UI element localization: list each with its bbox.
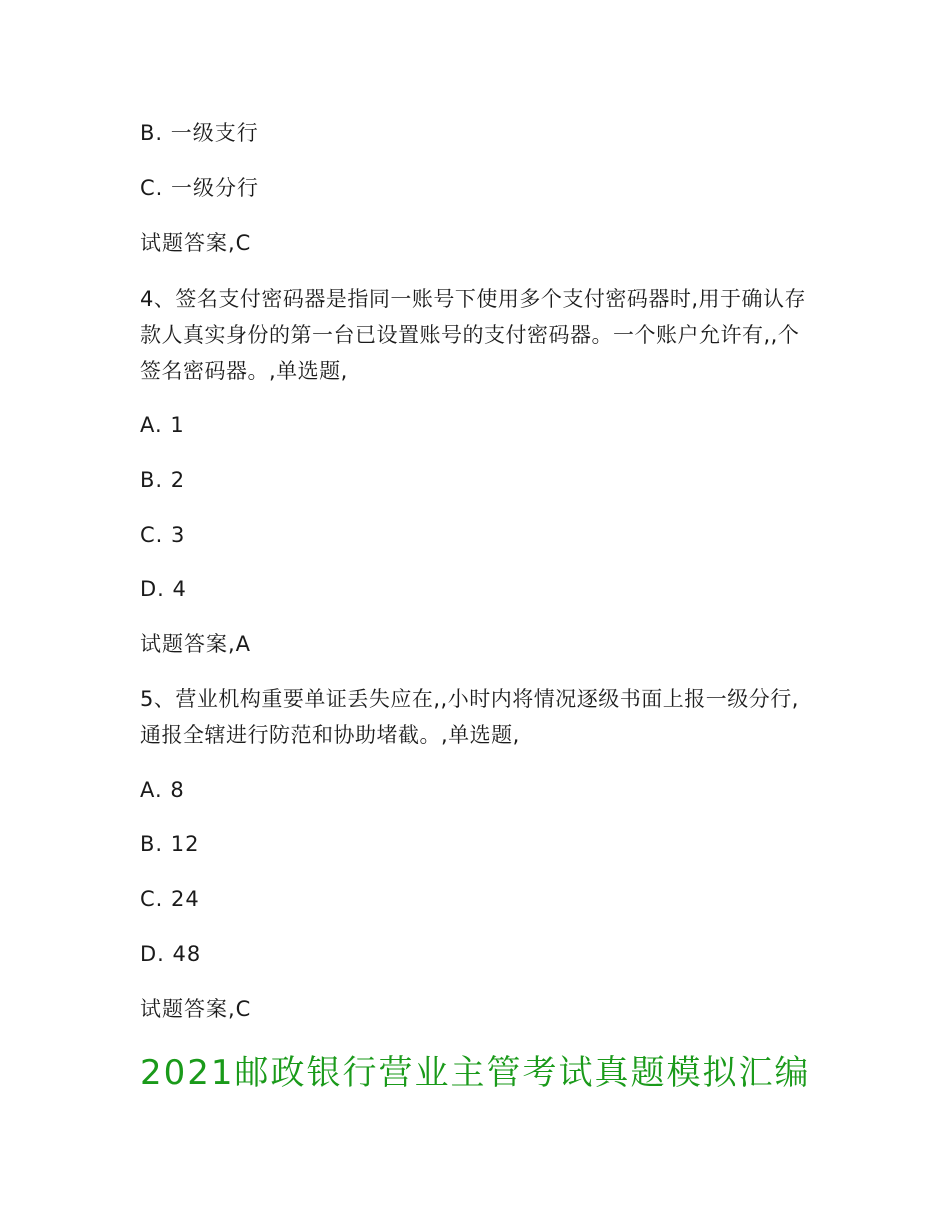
q3-answer: 试题答案,C xyxy=(140,231,252,255)
q4-option-d: D. 4 xyxy=(140,577,187,601)
q4-option-b: B. 2 xyxy=(140,468,186,492)
q5-answer: 试题答案,C xyxy=(140,997,252,1021)
q4-answer: 试题答案,A xyxy=(140,632,252,656)
q5-option-c: C. 24 xyxy=(140,887,200,911)
document-footer-title: 2021邮政银行营业主管考试真题模拟汇编 xyxy=(140,1053,811,1093)
q4-option-c: C. 3 xyxy=(140,523,186,547)
q5-option-a: A. 8 xyxy=(140,778,185,802)
q5-option-b: B. 12 xyxy=(140,832,200,856)
q3-option-b: B. 一级支行 xyxy=(140,121,259,145)
q5-option-d: D. 48 xyxy=(140,942,202,966)
q4-stem: 4、签名支付密码器是指同一账号下使用多个支付密码器时,用于确认存款人真实身份的第一台已设置账号的支付密码器。一个账户允许有,,个签名密码器。,单选题, xyxy=(140,287,807,383)
q4-option-a: A. 1 xyxy=(140,413,185,437)
q3-option-c: C. 一级分行 xyxy=(140,176,260,200)
q5-stem: 5、营业机构重要单证丢失应在,,小时内将情况逐级书面上报一级分行,通报全辖进行防范和协助堵截。,单选题, xyxy=(140,687,799,747)
